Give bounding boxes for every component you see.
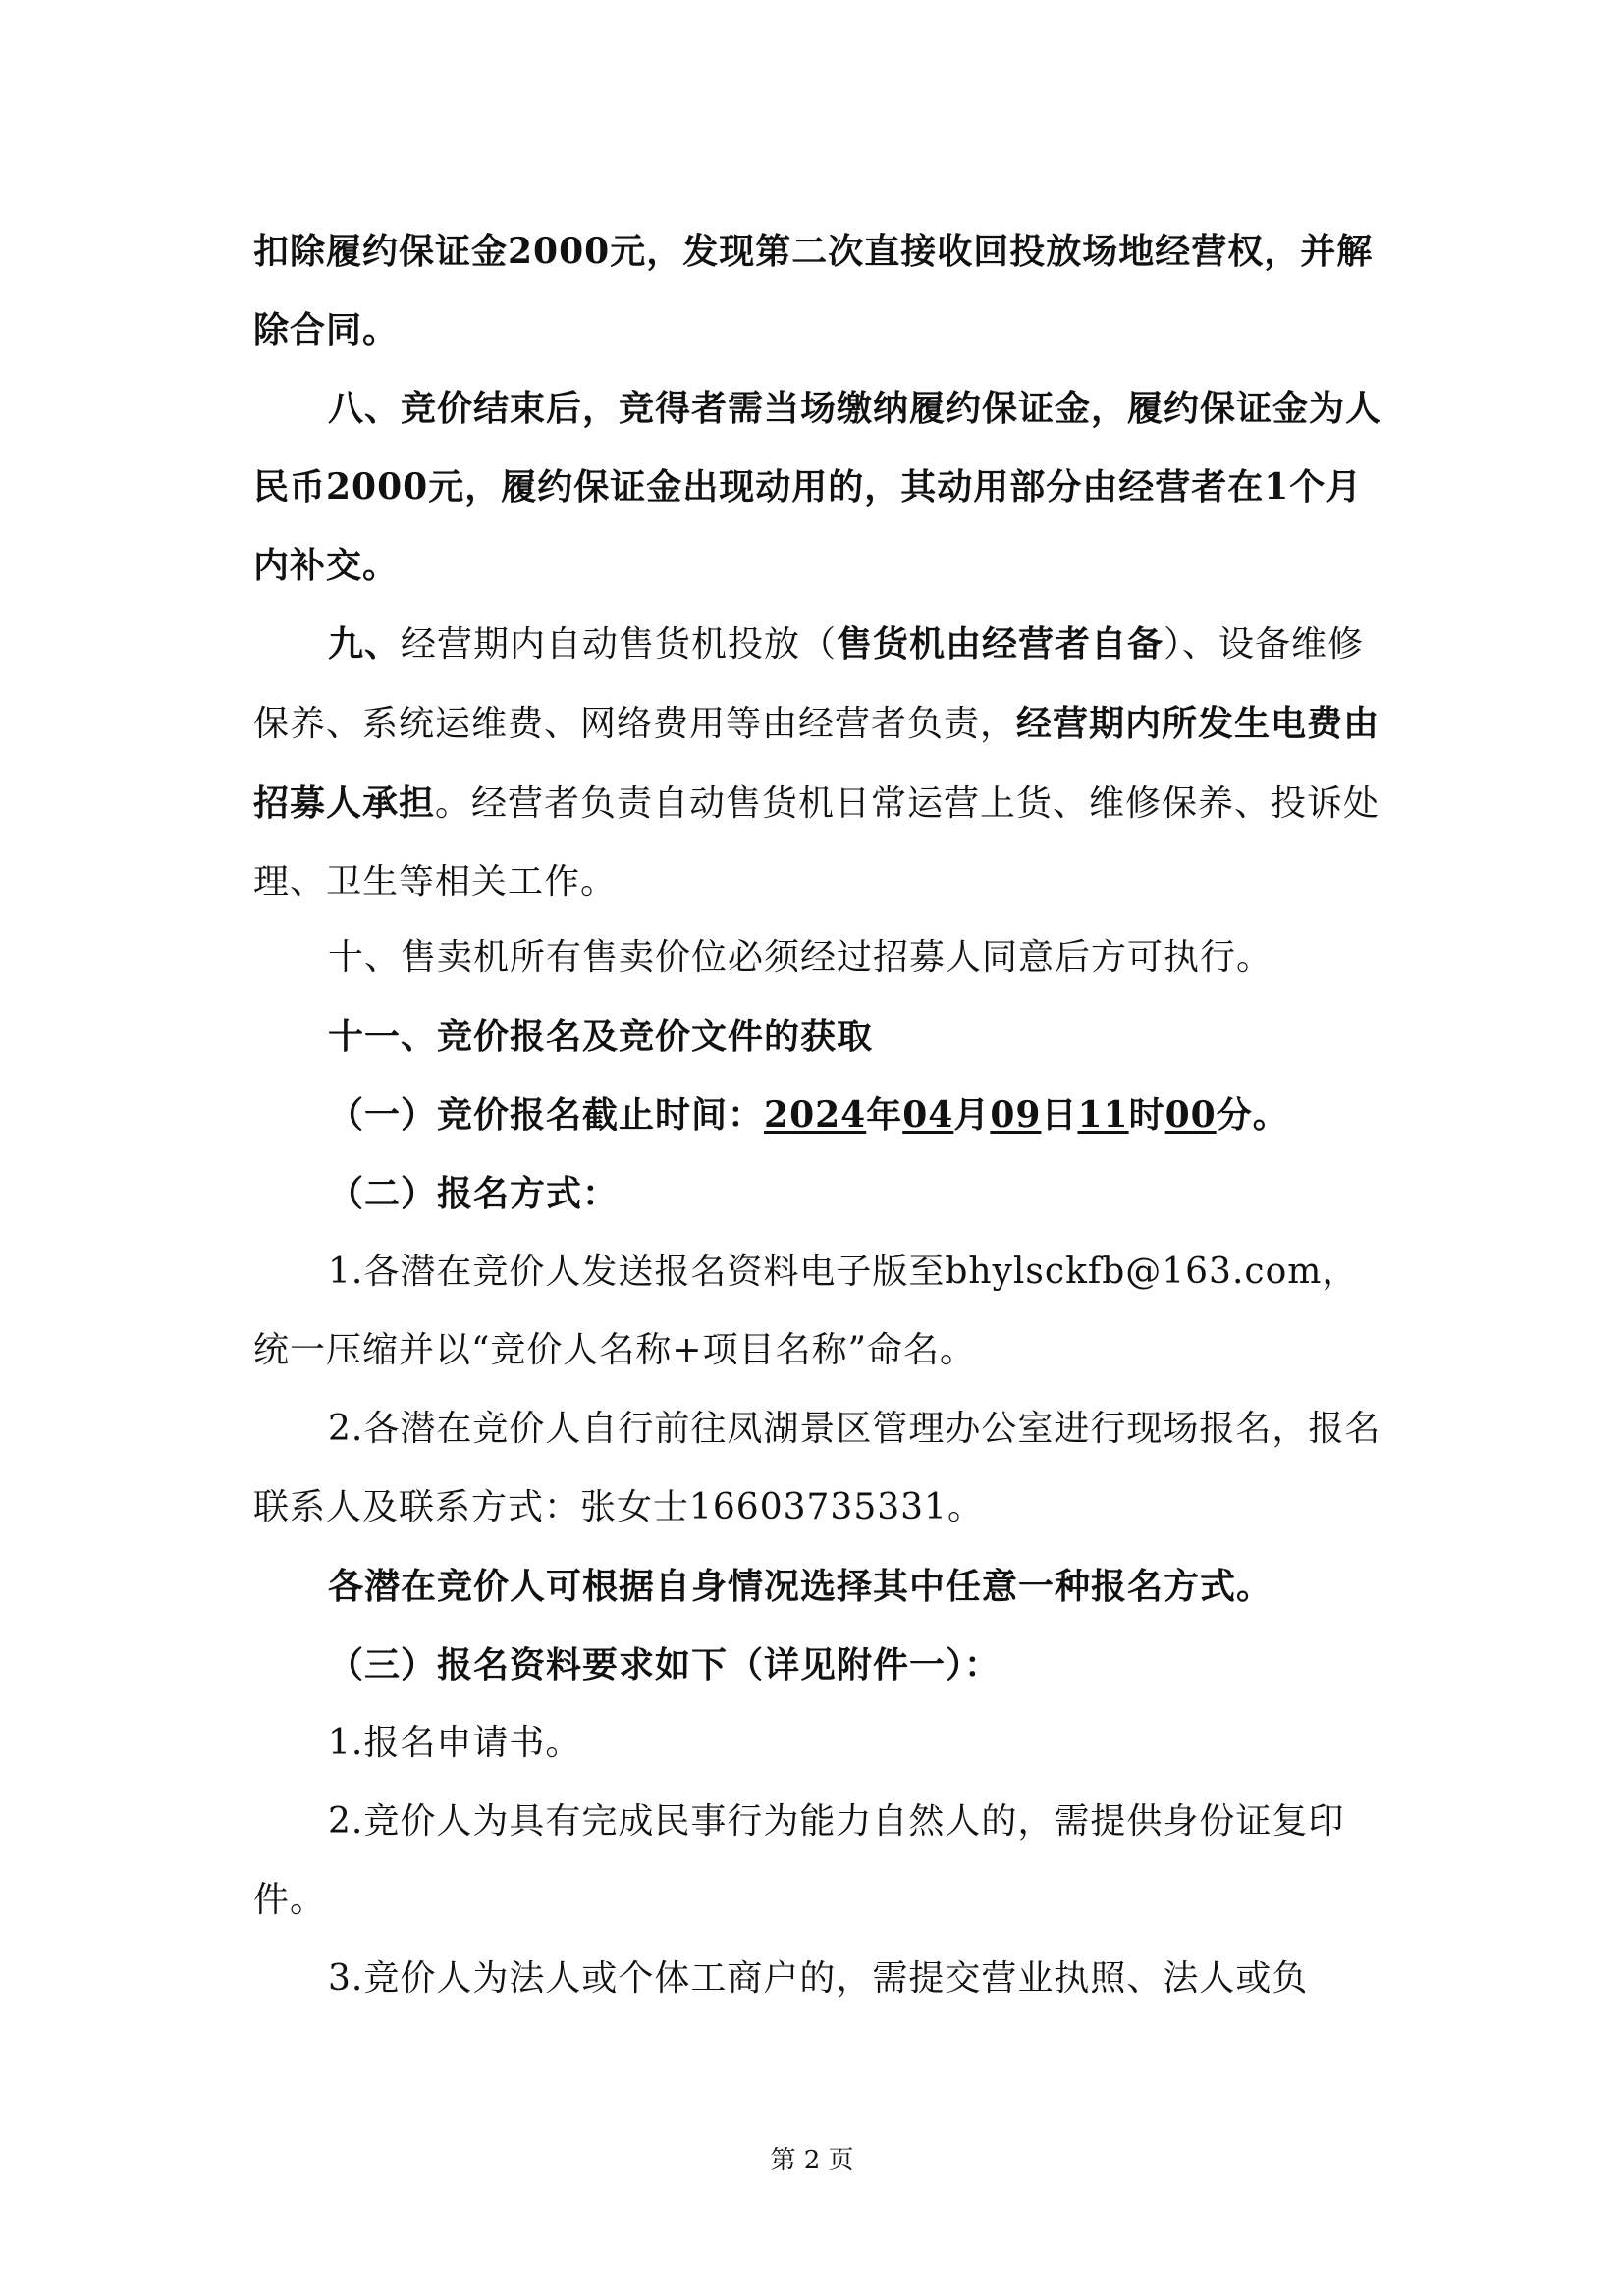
paragraph-9-text-3: 。经营者负责自动售货机日常运营上货、维修保养、投诉处理、卫生等相关工作。: [253, 783, 1380, 902]
paragraph-9-text-2: ）、设备维修保养、系统运维费、网络费用等由经营者负责，: [253, 624, 1365, 744]
material-item-3: 3.竞价人为法人或个体工商户的，需提交营业执照、法人或负: [328, 1958, 1309, 1999]
paragraph-9-bold-2: 经营期内所发生电费由招募人承担: [253, 703, 1380, 824]
deadline-day-unit: 日: [1041, 1095, 1078, 1136]
deadline-hour: 11: [1077, 1095, 1129, 1136]
registration-materials-heading: （三）报名资料要求如下（详见附件一）：: [328, 1644, 1001, 1685]
material-item-2: 2.竞价人为具有完成民事行为能力自然人的，需提供身份证复印件。: [253, 1801, 1345, 1920]
deadline-year-unit: 年: [866, 1095, 903, 1136]
deadline-line: [253, 1076, 1392, 1154]
registration-method-email: 1.各潜在竞价人发送报名资料电子版至bhylsckfb@163.com，统一压缩并以“竞价人名称+项目名称”命名。: [253, 1252, 1359, 1370]
deadline-month-unit: 月: [953, 1095, 991, 1136]
registration-method-note: 各潜在竞价人可根据自身情况选择其中任意一种报名方式。: [328, 1566, 1273, 1607]
section-11-heading: 十一、竞价报名及竞价文件的获取: [328, 1016, 874, 1057]
paragraph-9-text-1: 经营期内自动售货机投放（: [401, 624, 838, 665]
registration-method-heading: （二）报名方式：: [328, 1173, 620, 1214]
deadline-hour-unit: 时: [1128, 1095, 1165, 1136]
paragraph-8: 八、竞价结束后，竞得者需当场缴纳履约保证金，履约保证金为人民币2000元，履约保证金出现动用的，其动用部分由经营者在1个月内补交。: [253, 388, 1382, 586]
paragraph-9: [253, 605, 1392, 922]
page-number: 第 2 页: [770, 2146, 854, 2175]
deadline-day: 09: [990, 1095, 1042, 1136]
registration-method-onsite: 2.各潜在竞价人自行前往凤湖景区管理办公室进行现场报名，报名联系人及联系方式：张女士16603735331。: [253, 1409, 1381, 1527]
deadline-minute-unit: 分。: [1216, 1095, 1289, 1136]
paragraph-10: 十、售卖机所有售卖价位必须经过招募人同意后方可执行。: [328, 937, 1273, 978]
paragraph-9-bold-1: 售货机由经营者自备: [837, 623, 1164, 665]
deadline-month: 04: [902, 1095, 954, 1136]
deadline-year: 2024: [764, 1095, 867, 1136]
paragraph-9-number: 九、: [328, 623, 402, 665]
deadline-label: （一）竞价报名截止时间：: [328, 1095, 765, 1136]
deadline-minute: 00: [1164, 1095, 1217, 1136]
paragraph-continued: 扣除履约保证金2000元，发现第二次直接收回投放场地经营权，并解除合同。: [253, 231, 1374, 350]
material-item-1: 1.报名申请书。: [328, 1723, 582, 1763]
